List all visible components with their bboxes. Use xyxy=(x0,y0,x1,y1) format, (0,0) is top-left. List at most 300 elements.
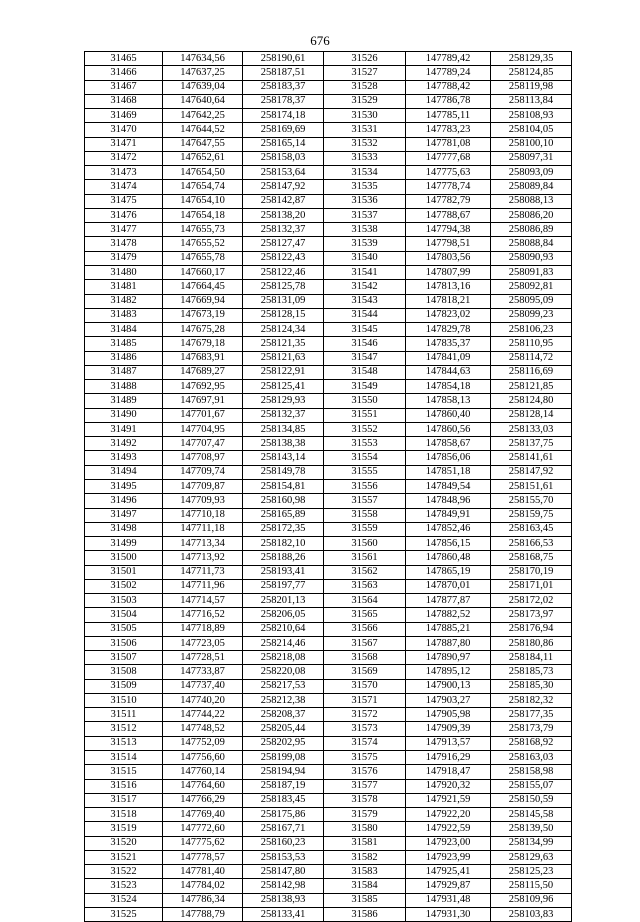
x-coordinate-cell: 147728,51 xyxy=(163,651,243,665)
x-coordinate-cell: 147856,06 xyxy=(406,451,491,465)
point-number-cell: 31468 xyxy=(85,94,163,108)
y-coordinate-cell: 258128,14 xyxy=(491,408,572,422)
point-number-cell: 31548 xyxy=(324,365,406,379)
y-coordinate-cell: 258089,84 xyxy=(491,180,572,194)
y-coordinate-cell: 258184,11 xyxy=(491,651,572,665)
point-number-cell: 31478 xyxy=(85,237,163,251)
y-coordinate-cell: 258170,19 xyxy=(491,565,572,579)
y-coordinate-cell: 258088,84 xyxy=(491,237,572,251)
table-row xyxy=(85,779,572,793)
point-number-cell: 31493 xyxy=(85,451,163,465)
table-row xyxy=(85,522,572,536)
table-row xyxy=(85,308,572,322)
point-number-cell: 31551 xyxy=(324,408,406,422)
point-number-cell: 31557 xyxy=(324,494,406,508)
x-coordinate-cell: 147851,18 xyxy=(406,465,491,479)
x-coordinate-cell: 147654,10 xyxy=(163,194,243,208)
y-coordinate-cell: 258158,98 xyxy=(491,765,572,779)
x-coordinate-cell: 147803,56 xyxy=(406,251,491,265)
x-coordinate-cell: 147781,40 xyxy=(163,865,243,879)
point-number-cell: 31490 xyxy=(85,408,163,422)
table-row xyxy=(85,508,572,522)
y-coordinate-cell: 258151,61 xyxy=(491,479,572,493)
point-number-cell: 31519 xyxy=(85,822,163,836)
point-number-cell: 31503 xyxy=(85,594,163,608)
x-coordinate-cell: 147844,63 xyxy=(406,365,491,379)
point-number-cell: 31505 xyxy=(85,622,163,636)
table-row xyxy=(85,223,572,237)
point-number-cell: 31500 xyxy=(85,551,163,565)
point-number-cell: 31528 xyxy=(324,80,406,94)
table-row xyxy=(85,166,572,180)
y-coordinate-cell: 258124,80 xyxy=(491,394,572,408)
y-coordinate-cell: 258206,05 xyxy=(243,608,324,622)
point-number-cell: 31546 xyxy=(324,337,406,351)
x-coordinate-cell: 147752,09 xyxy=(163,736,243,750)
y-coordinate-cell: 258175,86 xyxy=(243,808,324,822)
y-coordinate-cell: 258187,19 xyxy=(243,779,324,793)
x-coordinate-cell: 147642,25 xyxy=(163,109,243,123)
table-row xyxy=(85,394,572,408)
x-coordinate-cell: 147789,24 xyxy=(406,66,491,80)
point-number-cell: 31577 xyxy=(324,779,406,793)
coordinates-table-body xyxy=(85,52,572,922)
point-number-cell: 31501 xyxy=(85,565,163,579)
x-coordinate-cell: 147788,67 xyxy=(406,208,491,222)
x-coordinate-cell: 147769,40 xyxy=(163,808,243,822)
y-coordinate-cell: 258125,78 xyxy=(243,280,324,294)
x-coordinate-cell: 147709,93 xyxy=(163,494,243,508)
y-coordinate-cell: 258166,53 xyxy=(491,537,572,551)
y-coordinate-cell: 258142,98 xyxy=(243,879,324,893)
x-coordinate-cell: 147849,91 xyxy=(406,508,491,522)
y-coordinate-cell: 258095,09 xyxy=(491,294,572,308)
x-coordinate-cell: 147852,46 xyxy=(406,522,491,536)
x-coordinate-cell: 147922,20 xyxy=(406,808,491,822)
y-coordinate-cell: 258134,85 xyxy=(243,422,324,436)
table-row xyxy=(85,579,572,593)
x-coordinate-cell: 147634,56 xyxy=(163,52,243,66)
table-row xyxy=(85,208,572,222)
table-row xyxy=(85,808,572,822)
y-coordinate-cell: 258137,75 xyxy=(491,437,572,451)
x-coordinate-cell: 147882,52 xyxy=(406,608,491,622)
y-coordinate-cell: 258141,61 xyxy=(491,451,572,465)
point-number-cell: 31523 xyxy=(85,879,163,893)
x-coordinate-cell: 147655,78 xyxy=(163,251,243,265)
y-coordinate-cell: 258106,23 xyxy=(491,323,572,337)
point-number-cell: 31507 xyxy=(85,651,163,665)
x-coordinate-cell: 147775,63 xyxy=(406,166,491,180)
x-coordinate-cell: 147848,96 xyxy=(406,494,491,508)
y-coordinate-cell: 258183,37 xyxy=(243,80,324,94)
y-coordinate-cell: 258147,92 xyxy=(491,465,572,479)
point-number-cell: 31504 xyxy=(85,608,163,622)
y-coordinate-cell: 258091,83 xyxy=(491,265,572,279)
point-number-cell: 31469 xyxy=(85,109,163,123)
x-coordinate-cell: 147777,68 xyxy=(406,151,491,165)
y-coordinate-cell: 258145,58 xyxy=(491,808,572,822)
point-number-cell: 31522 xyxy=(85,865,163,879)
table-row xyxy=(85,879,572,893)
point-number-cell: 31559 xyxy=(324,522,406,536)
y-coordinate-cell: 258124,34 xyxy=(243,323,324,337)
point-number-cell: 31573 xyxy=(324,722,406,736)
y-coordinate-cell: 258113,84 xyxy=(491,94,572,108)
x-coordinate-cell: 147920,32 xyxy=(406,779,491,793)
table-row xyxy=(85,537,572,551)
x-coordinate-cell: 147807,99 xyxy=(406,265,491,279)
x-coordinate-cell: 147818,21 xyxy=(406,294,491,308)
point-number-cell: 31549 xyxy=(324,380,406,394)
y-coordinate-cell: 258115,50 xyxy=(491,879,572,893)
y-coordinate-cell: 258150,59 xyxy=(491,793,572,807)
x-coordinate-cell: 147748,52 xyxy=(163,722,243,736)
point-number-cell: 31482 xyxy=(85,294,163,308)
y-coordinate-cell: 258153,53 xyxy=(243,850,324,864)
y-coordinate-cell: 258119,98 xyxy=(491,80,572,94)
point-number-cell: 31487 xyxy=(85,365,163,379)
x-coordinate-cell: 147711,73 xyxy=(163,565,243,579)
point-number-cell: 31506 xyxy=(85,636,163,650)
y-coordinate-cell: 258099,23 xyxy=(491,308,572,322)
y-coordinate-cell: 258168,92 xyxy=(491,736,572,750)
x-coordinate-cell: 147909,39 xyxy=(406,722,491,736)
table-row xyxy=(85,494,572,508)
point-number-cell: 31526 xyxy=(324,52,406,66)
point-number-cell: 31579 xyxy=(324,808,406,822)
table-row xyxy=(85,736,572,750)
y-coordinate-cell: 258138,20 xyxy=(243,208,324,222)
x-coordinate-cell: 147798,51 xyxy=(406,237,491,251)
y-coordinate-cell: 258174,18 xyxy=(243,109,324,123)
x-coordinate-cell: 147713,34 xyxy=(163,537,243,551)
table-row xyxy=(85,822,572,836)
x-coordinate-cell: 147923,00 xyxy=(406,836,491,850)
x-coordinate-cell: 147740,20 xyxy=(163,693,243,707)
x-coordinate-cell: 147778,57 xyxy=(163,850,243,864)
x-coordinate-cell: 147647,55 xyxy=(163,137,243,151)
point-number-cell: 31567 xyxy=(324,636,406,650)
x-coordinate-cell: 147673,19 xyxy=(163,308,243,322)
x-coordinate-cell: 147766,29 xyxy=(163,793,243,807)
y-coordinate-cell: 258088,13 xyxy=(491,194,572,208)
point-number-cell: 31584 xyxy=(324,879,406,893)
y-coordinate-cell: 258090,93 xyxy=(491,251,572,265)
table-row xyxy=(85,608,572,622)
table-row xyxy=(85,422,572,436)
table-row xyxy=(85,722,572,736)
x-coordinate-cell: 147707,47 xyxy=(163,437,243,451)
y-coordinate-cell: 258114,72 xyxy=(491,351,572,365)
point-number-cell: 31472 xyxy=(85,151,163,165)
y-coordinate-cell: 258093,09 xyxy=(491,166,572,180)
point-number-cell: 31582 xyxy=(324,850,406,864)
table-row xyxy=(85,123,572,137)
x-coordinate-cell: 147664,45 xyxy=(163,280,243,294)
point-number-cell: 31510 xyxy=(85,693,163,707)
x-coordinate-cell: 147697,91 xyxy=(163,394,243,408)
x-coordinate-cell: 147760,14 xyxy=(163,765,243,779)
point-number-cell: 31538 xyxy=(324,223,406,237)
point-number-cell: 31539 xyxy=(324,237,406,251)
x-coordinate-cell: 147710,18 xyxy=(163,508,243,522)
point-number-cell: 31535 xyxy=(324,180,406,194)
point-number-cell: 31527 xyxy=(324,66,406,80)
x-coordinate-cell: 147675,28 xyxy=(163,323,243,337)
table-row xyxy=(85,893,572,907)
table-row xyxy=(85,751,572,765)
x-coordinate-cell: 147786,78 xyxy=(406,94,491,108)
point-number-cell: 31566 xyxy=(324,622,406,636)
table-row xyxy=(85,437,572,451)
x-coordinate-cell: 147714,57 xyxy=(163,594,243,608)
x-coordinate-cell: 147683,91 xyxy=(163,351,243,365)
x-coordinate-cell: 147835,37 xyxy=(406,337,491,351)
x-coordinate-cell: 147877,87 xyxy=(406,594,491,608)
x-coordinate-cell: 147823,02 xyxy=(406,308,491,322)
x-coordinate-cell: 147655,52 xyxy=(163,237,243,251)
x-coordinate-cell: 147778,74 xyxy=(406,180,491,194)
y-coordinate-cell: 258124,85 xyxy=(491,66,572,80)
y-coordinate-cell: 258086,89 xyxy=(491,223,572,237)
y-coordinate-cell: 258160,23 xyxy=(243,836,324,850)
point-number-cell: 31498 xyxy=(85,522,163,536)
point-number-cell: 31583 xyxy=(324,865,406,879)
table-row xyxy=(85,180,572,194)
x-coordinate-cell: 147860,48 xyxy=(406,551,491,565)
y-coordinate-cell: 258178,37 xyxy=(243,94,324,108)
x-coordinate-cell: 147929,87 xyxy=(406,879,491,893)
table-row xyxy=(85,52,572,66)
x-coordinate-cell: 147854,18 xyxy=(406,380,491,394)
point-number-cell: 31476 xyxy=(85,208,163,222)
point-number-cell: 31568 xyxy=(324,651,406,665)
point-number-cell: 31561 xyxy=(324,551,406,565)
point-number-cell: 31575 xyxy=(324,751,406,765)
point-number-cell: 31529 xyxy=(324,94,406,108)
point-number-cell: 31564 xyxy=(324,594,406,608)
y-coordinate-cell: 258125,23 xyxy=(491,865,572,879)
x-coordinate-cell: 147885,21 xyxy=(406,622,491,636)
y-coordinate-cell: 258185,30 xyxy=(491,679,572,693)
x-coordinate-cell: 147782,79 xyxy=(406,194,491,208)
y-coordinate-cell: 258104,05 xyxy=(491,123,572,137)
x-coordinate-cell: 147744,22 xyxy=(163,708,243,722)
point-number-cell: 31537 xyxy=(324,208,406,222)
coordinates-table xyxy=(84,51,572,922)
table-row xyxy=(85,622,572,636)
point-number-cell: 31494 xyxy=(85,465,163,479)
point-number-cell: 31484 xyxy=(85,323,163,337)
x-coordinate-cell: 147794,38 xyxy=(406,223,491,237)
y-coordinate-cell: 258086,20 xyxy=(491,208,572,222)
page-number: 676 xyxy=(310,33,330,48)
point-number-cell: 31545 xyxy=(324,323,406,337)
point-number-cell: 31578 xyxy=(324,793,406,807)
point-number-cell: 31565 xyxy=(324,608,406,622)
y-coordinate-cell: 258149,78 xyxy=(243,465,324,479)
y-coordinate-cell: 258129,93 xyxy=(243,394,324,408)
point-number-cell: 31543 xyxy=(324,294,406,308)
point-number-cell: 31532 xyxy=(324,137,406,151)
point-number-cell: 31553 xyxy=(324,437,406,451)
x-coordinate-cell: 147786,34 xyxy=(163,893,243,907)
x-coordinate-cell: 147887,80 xyxy=(406,636,491,650)
point-number-cell: 31570 xyxy=(324,679,406,693)
x-coordinate-cell: 147708,97 xyxy=(163,451,243,465)
y-coordinate-cell: 258182,10 xyxy=(243,537,324,551)
point-number-cell: 31518 xyxy=(85,808,163,822)
point-number-cell: 31509 xyxy=(85,679,163,693)
x-coordinate-cell: 147921,59 xyxy=(406,793,491,807)
x-coordinate-cell: 147654,18 xyxy=(163,208,243,222)
point-number-cell: 31491 xyxy=(85,422,163,436)
table-row xyxy=(85,237,572,251)
y-coordinate-cell: 258109,96 xyxy=(491,893,572,907)
table-row xyxy=(85,251,572,265)
x-coordinate-cell: 147716,52 xyxy=(163,608,243,622)
point-number-cell: 31508 xyxy=(85,665,163,679)
x-coordinate-cell: 147660,17 xyxy=(163,265,243,279)
y-coordinate-cell: 258142,87 xyxy=(243,194,324,208)
point-number-cell: 31544 xyxy=(324,308,406,322)
y-coordinate-cell: 258193,41 xyxy=(243,565,324,579)
point-number-cell: 31521 xyxy=(85,850,163,864)
x-coordinate-cell: 147785,11 xyxy=(406,109,491,123)
y-coordinate-cell: 258121,35 xyxy=(243,337,324,351)
y-coordinate-cell: 258171,01 xyxy=(491,579,572,593)
table-row xyxy=(85,80,572,94)
table-row xyxy=(85,765,572,779)
x-coordinate-cell: 147704,95 xyxy=(163,422,243,436)
y-coordinate-cell: 258201,13 xyxy=(243,594,324,608)
point-number-cell: 31540 xyxy=(324,251,406,265)
table-row xyxy=(85,465,572,479)
point-number-cell: 31541 xyxy=(324,265,406,279)
x-coordinate-cell: 147841,09 xyxy=(406,351,491,365)
point-number-cell: 31533 xyxy=(324,151,406,165)
y-coordinate-cell: 258122,43 xyxy=(243,251,324,265)
y-coordinate-cell: 258180,86 xyxy=(491,636,572,650)
table-row xyxy=(85,380,572,394)
y-coordinate-cell: 258155,07 xyxy=(491,779,572,793)
x-coordinate-cell: 147692,95 xyxy=(163,380,243,394)
point-number-cell: 31492 xyxy=(85,437,163,451)
point-number-cell: 31552 xyxy=(324,422,406,436)
y-coordinate-cell: 258182,32 xyxy=(491,693,572,707)
y-coordinate-cell: 258129,63 xyxy=(491,850,572,864)
y-coordinate-cell: 258134,99 xyxy=(491,836,572,850)
point-number-cell: 31585 xyxy=(324,893,406,907)
y-coordinate-cell: 258160,98 xyxy=(243,494,324,508)
x-coordinate-cell: 147733,87 xyxy=(163,665,243,679)
table-row xyxy=(85,865,572,879)
y-coordinate-cell: 258163,03 xyxy=(491,751,572,765)
point-number-cell: 31512 xyxy=(85,722,163,736)
table-row xyxy=(85,651,572,665)
x-coordinate-cell: 147640,64 xyxy=(163,94,243,108)
table-row xyxy=(85,551,572,565)
x-coordinate-cell: 147644,52 xyxy=(163,123,243,137)
table-row xyxy=(85,679,572,693)
y-coordinate-cell: 258108,93 xyxy=(491,109,572,123)
x-coordinate-cell: 147709,74 xyxy=(163,465,243,479)
x-coordinate-cell: 147701,67 xyxy=(163,408,243,422)
y-coordinate-cell: 258177,35 xyxy=(491,708,572,722)
x-coordinate-cell: 147931,48 xyxy=(406,893,491,907)
point-number-cell: 31479 xyxy=(85,251,163,265)
x-coordinate-cell: 147895,12 xyxy=(406,665,491,679)
x-coordinate-cell: 147718,89 xyxy=(163,622,243,636)
table-row xyxy=(85,708,572,722)
x-coordinate-cell: 147925,41 xyxy=(406,865,491,879)
y-coordinate-cell: 258194,94 xyxy=(243,765,324,779)
x-coordinate-cell: 147772,60 xyxy=(163,822,243,836)
table-row xyxy=(85,665,572,679)
y-coordinate-cell: 258163,45 xyxy=(491,522,572,536)
x-coordinate-cell: 147654,50 xyxy=(163,166,243,180)
point-number-cell: 31580 xyxy=(324,822,406,836)
point-number-cell: 31513 xyxy=(85,736,163,750)
table-row xyxy=(85,451,572,465)
x-coordinate-cell: 147870,01 xyxy=(406,579,491,593)
point-number-cell: 31475 xyxy=(85,194,163,208)
y-coordinate-cell: 258138,38 xyxy=(243,437,324,451)
point-number-cell: 31471 xyxy=(85,137,163,151)
y-coordinate-cell: 258154,81 xyxy=(243,479,324,493)
x-coordinate-cell: 147865,19 xyxy=(406,565,491,579)
table-row xyxy=(85,294,572,308)
point-number-cell: 31572 xyxy=(324,708,406,722)
y-coordinate-cell: 258220,08 xyxy=(243,665,324,679)
x-coordinate-cell: 147711,18 xyxy=(163,522,243,536)
y-coordinate-cell: 258121,85 xyxy=(491,380,572,394)
y-coordinate-cell: 258205,44 xyxy=(243,722,324,736)
table-row xyxy=(85,594,572,608)
x-coordinate-cell: 147890,97 xyxy=(406,651,491,665)
point-number-cell: 31516 xyxy=(85,779,163,793)
y-coordinate-cell: 258190,61 xyxy=(243,52,324,66)
point-number-cell: 31473 xyxy=(85,166,163,180)
y-coordinate-cell: 258218,08 xyxy=(243,651,324,665)
x-coordinate-cell: 147756,60 xyxy=(163,751,243,765)
point-number-cell: 31480 xyxy=(85,265,163,279)
y-coordinate-cell: 258173,79 xyxy=(491,722,572,736)
x-coordinate-cell: 147669,94 xyxy=(163,294,243,308)
point-number-cell: 31495 xyxy=(85,479,163,493)
y-coordinate-cell: 258176,94 xyxy=(491,622,572,636)
point-number-cell: 31534 xyxy=(324,166,406,180)
x-coordinate-cell: 147655,73 xyxy=(163,223,243,237)
x-coordinate-cell: 147813,16 xyxy=(406,280,491,294)
y-coordinate-cell: 258132,37 xyxy=(243,408,324,422)
x-coordinate-cell: 147916,29 xyxy=(406,751,491,765)
point-number-cell: 31530 xyxy=(324,109,406,123)
point-number-cell: 31536 xyxy=(324,194,406,208)
y-coordinate-cell: 258128,15 xyxy=(243,308,324,322)
y-coordinate-cell: 258168,75 xyxy=(491,551,572,565)
table-row xyxy=(85,337,572,351)
y-coordinate-cell: 258210,64 xyxy=(243,622,324,636)
point-number-cell: 31581 xyxy=(324,836,406,850)
point-number-cell: 31550 xyxy=(324,394,406,408)
y-coordinate-cell: 258103,83 xyxy=(491,907,572,921)
table-row xyxy=(85,137,572,151)
x-coordinate-cell: 147860,40 xyxy=(406,408,491,422)
x-coordinate-cell: 147849,54 xyxy=(406,479,491,493)
point-number-cell: 31465 xyxy=(85,52,163,66)
